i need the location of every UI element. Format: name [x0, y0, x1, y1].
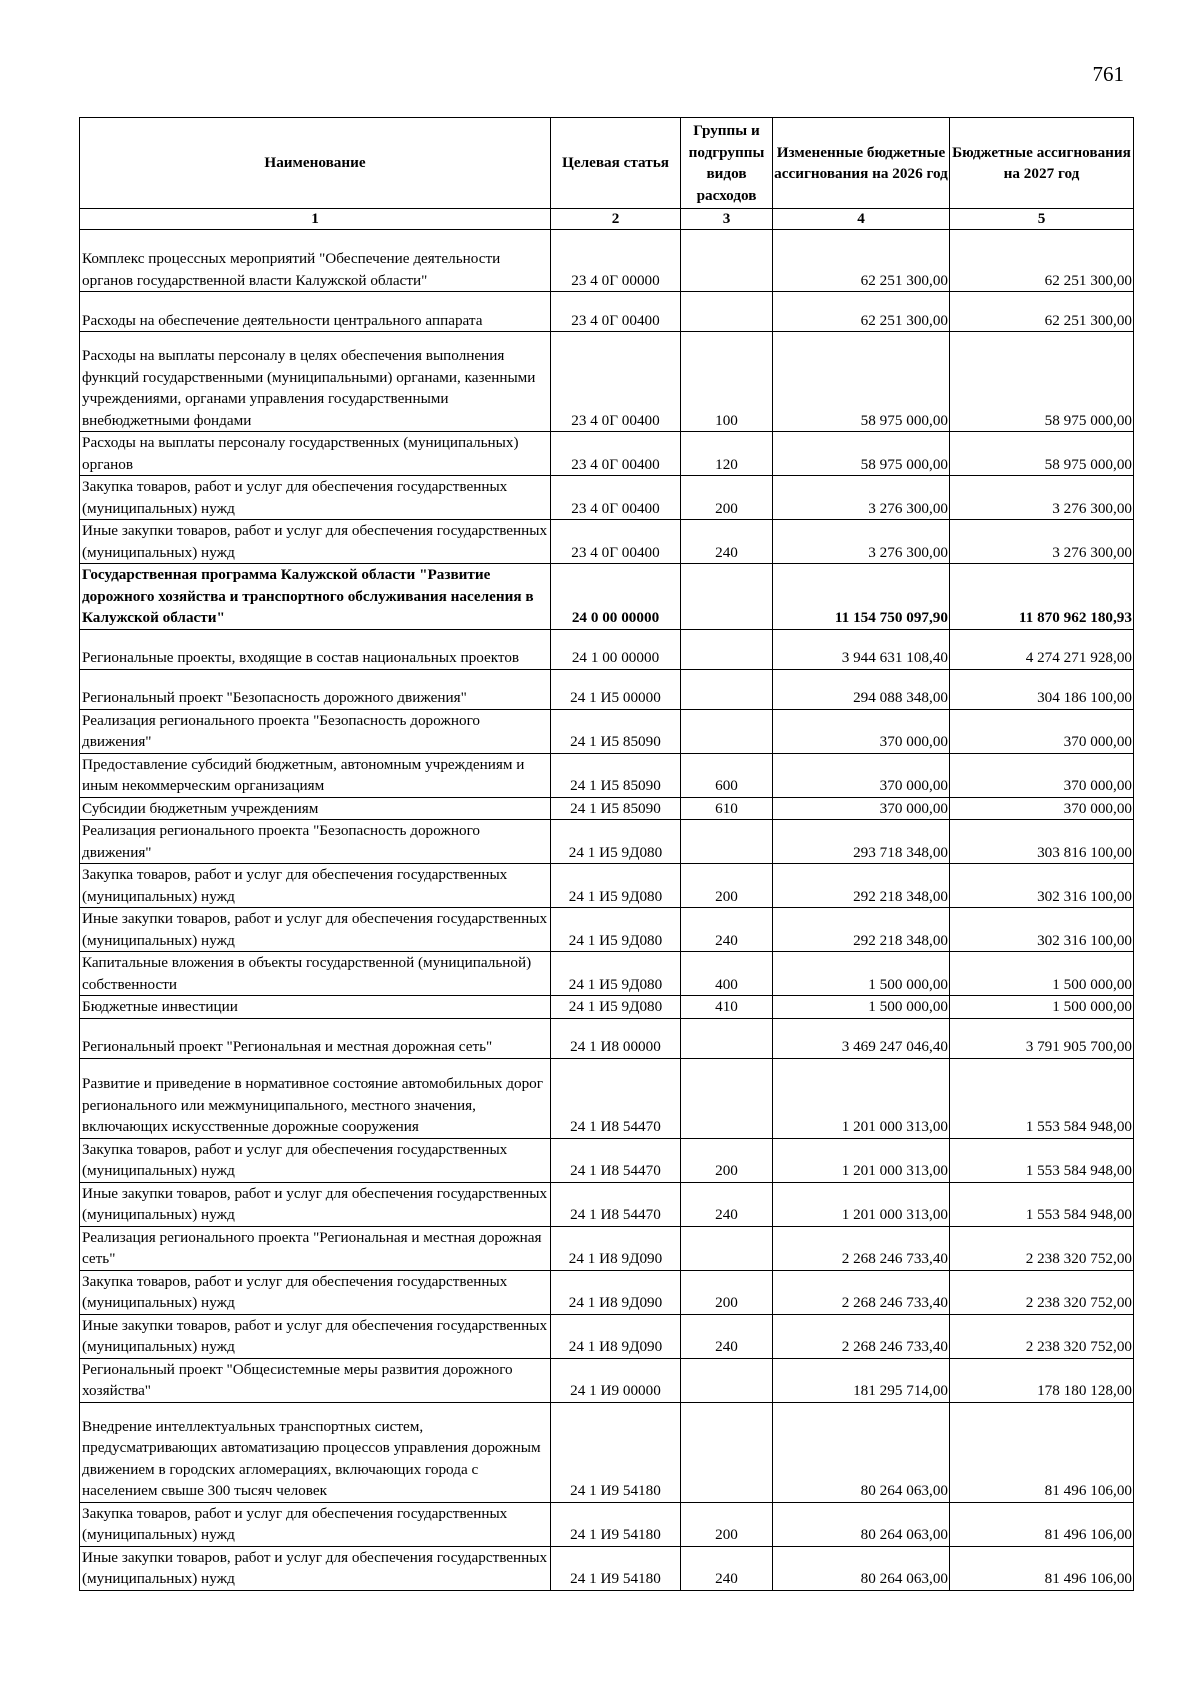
table-row	[80, 520, 1134, 564]
row-amount-2026: 3 276 300,00	[773, 520, 950, 564]
row-amount-2026: 62 251 300,00	[773, 292, 950, 332]
row-amount-2027: 81 496 106,00	[950, 1402, 1134, 1502]
table-row	[80, 1358, 1134, 1402]
table-row	[80, 564, 1134, 630]
row-amount-2027: 1 500 000,00	[950, 996, 1134, 1019]
table-row	[80, 1182, 1134, 1226]
table-row	[80, 669, 1134, 709]
row-name: Региональный проект "Общесистемные меры развития дорожного хозяйства"	[80, 1358, 551, 1402]
row-name: Бюджетные инвестиции	[80, 996, 551, 1019]
column-number: 1	[80, 209, 551, 230]
row-name: Развитие и приведение в нормативное состояние автомобильных дорог регионального или межмуниципального, местного значения, включающих искусственные дорожные сооружения	[80, 1058, 551, 1138]
row-expense-group: 200	[681, 1502, 773, 1546]
row-amount-2026: 2 268 246 733,40	[773, 1270, 950, 1314]
row-expense-group	[681, 1226, 773, 1270]
header-target-article: Целевая статья	[551, 118, 681, 209]
row-target-article: 24 1 И8 54470	[551, 1182, 681, 1226]
row-amount-2026: 181 295 714,00	[773, 1358, 950, 1402]
row-amount-2027: 2 238 320 752,00	[950, 1314, 1134, 1358]
row-amount-2027: 11 870 962 180,93	[950, 564, 1134, 630]
row-target-article: 23 4 0Г 00400	[551, 476, 681, 520]
row-target-article: 24 1 И5 85090	[551, 753, 681, 797]
table-row	[80, 1402, 1134, 1502]
column-numbers-row	[80, 209, 1134, 230]
row-target-article: 24 1 И8 9Д090	[551, 1270, 681, 1314]
row-name: Региональные проекты, входящие в состав национальных проектов	[80, 629, 551, 669]
row-target-article: 23 4 0Г 00400	[551, 432, 681, 476]
row-expense-group	[681, 709, 773, 753]
row-name: Реализация регионального проекта "Безопасность дорожного движения"	[80, 820, 551, 864]
row-amount-2026: 370 000,00	[773, 797, 950, 820]
table-row	[80, 1314, 1134, 1358]
row-name: Региональный проект "Безопасность дорожного движения"	[80, 669, 551, 709]
row-amount-2027: 1 500 000,00	[950, 952, 1134, 996]
row-amount-2026: 3 944 631 108,40	[773, 629, 950, 669]
row-amount-2026: 2 268 246 733,40	[773, 1226, 950, 1270]
row-target-article: 24 1 И8 9Д090	[551, 1314, 681, 1358]
row-name: Капитальные вложения в объекты государственной (муниципальной) собственности	[80, 952, 551, 996]
row-target-article: 23 4 0Г 00000	[551, 230, 681, 292]
row-amount-2026: 3 276 300,00	[773, 476, 950, 520]
table-header-row	[80, 118, 1134, 209]
row-expense-group: 600	[681, 753, 773, 797]
row-amount-2027: 1 553 584 948,00	[950, 1182, 1134, 1226]
row-name: Расходы на выплаты персоналу в целях обеспечения выполнения функций государственными (муниципальными) органами, казенными учреждениями, органами управления государственными внебюджетными фондами	[80, 332, 551, 432]
row-target-article: 24 1 И8 9Д090	[551, 1226, 681, 1270]
row-target-article: 24 1 00 00000	[551, 629, 681, 669]
row-name: Иные закупки товаров, работ и услуг для обеспечения государственных (муниципальных) нужд	[80, 1314, 551, 1358]
row-amount-2027: 58 975 000,00	[950, 332, 1134, 432]
row-amount-2027: 1 553 584 948,00	[950, 1058, 1134, 1138]
row-amount-2026: 2 268 246 733,40	[773, 1314, 950, 1358]
row-name: Внедрение интеллектуальных транспортных систем, предусматривающих автоматизацию процессов управления дорожным движением в городских агломерациях, включающих города с населением свыше 300 тысяч человек	[80, 1402, 551, 1502]
table-row	[80, 1138, 1134, 1182]
row-amount-2027: 370 000,00	[950, 709, 1134, 753]
row-expense-group: 200	[681, 1270, 773, 1314]
column-number: 5	[950, 209, 1134, 230]
row-expense-group: 240	[681, 1314, 773, 1358]
row-amount-2027: 370 000,00	[950, 753, 1134, 797]
row-amount-2027: 81 496 106,00	[950, 1502, 1134, 1546]
row-expense-group	[681, 820, 773, 864]
table-row	[80, 230, 1134, 292]
row-expense-group: 240	[681, 908, 773, 952]
table-row	[80, 1270, 1134, 1314]
row-amount-2027: 302 316 100,00	[950, 864, 1134, 908]
row-target-article: 24 1 И5 9Д080	[551, 864, 681, 908]
row-amount-2027: 62 251 300,00	[950, 292, 1134, 332]
table-row	[80, 996, 1134, 1019]
page-number: 761	[1092, 62, 1124, 86]
row-name: Комплекс процессных мероприятий "Обеспечение деятельности органов государственной власти Калужской области"	[80, 230, 551, 292]
table-row	[80, 1226, 1134, 1270]
row-amount-2026: 370 000,00	[773, 709, 950, 753]
row-target-article: 24 1 И5 9Д080	[551, 996, 681, 1019]
row-expense-group: 240	[681, 520, 773, 564]
row-name: Реализация регионального проекта "Региональная и местная дорожная сеть"	[80, 1226, 551, 1270]
row-amount-2027: 178 180 128,00	[950, 1358, 1134, 1402]
row-amount-2027: 81 496 106,00	[950, 1546, 1134, 1590]
row-amount-2026: 1 500 000,00	[773, 996, 950, 1019]
table-body	[80, 230, 1134, 1591]
row-amount-2026: 11 154 750 097,90	[773, 564, 950, 630]
row-name: Закупка товаров, работ и услуг для обеспечения государственных (муниципальных) нужд	[80, 476, 551, 520]
row-target-article: 24 1 И8 00000	[551, 1018, 681, 1058]
header-changed-2026: Измененные бюджетные ассигнования на 2026 год	[773, 118, 950, 209]
row-target-article: 24 1 И5 9Д080	[551, 952, 681, 996]
row-name: Предоставление субсидий бюджетным, автономным учреждениям и иным некоммерческим организациям	[80, 753, 551, 797]
row-amount-2026: 292 218 348,00	[773, 864, 950, 908]
row-expense-group: 610	[681, 797, 773, 820]
row-target-article: 23 4 0Г 00400	[551, 332, 681, 432]
row-expense-group	[681, 1058, 773, 1138]
table-row	[80, 1546, 1134, 1590]
row-amount-2026: 80 264 063,00	[773, 1402, 950, 1502]
row-name: Государственная программа Калужской области "Развитие дорожного хозяйства и транспортного обслуживания населения в Калужской области"	[80, 564, 551, 630]
table-row	[80, 952, 1134, 996]
table-row	[80, 432, 1134, 476]
row-expense-group	[681, 1402, 773, 1502]
row-target-article: 24 1 И8 54470	[551, 1058, 681, 1138]
row-expense-group	[681, 292, 773, 332]
row-expense-group: 240	[681, 1546, 773, 1590]
header-alloc-2027: Бюджетные ассигнования на 2027 год	[950, 118, 1134, 209]
row-amount-2026: 1 500 000,00	[773, 952, 950, 996]
row-target-article: 24 0 00 00000	[551, 564, 681, 630]
row-name: Региональный проект "Региональная и местная дорожная сеть"	[80, 1018, 551, 1058]
row-name: Расходы на обеспечение деятельности центрального аппарата	[80, 292, 551, 332]
row-name: Субсидии бюджетным учреждениям	[80, 797, 551, 820]
row-amount-2026: 58 975 000,00	[773, 432, 950, 476]
row-amount-2027: 302 316 100,00	[950, 908, 1134, 952]
row-name: Закупка товаров, работ и услуг для обеспечения государственных (муниципальных) нужд	[80, 1270, 551, 1314]
budget-table	[79, 117, 1134, 1591]
row-expense-group: 400	[681, 952, 773, 996]
row-expense-group	[681, 669, 773, 709]
row-amount-2027: 2 238 320 752,00	[950, 1226, 1134, 1270]
row-expense-group	[681, 629, 773, 669]
table-row	[80, 332, 1134, 432]
table-row	[80, 797, 1134, 820]
row-amount-2027: 4 274 271 928,00	[950, 629, 1134, 669]
row-expense-group	[681, 564, 773, 630]
row-target-article: 24 1 И5 9Д080	[551, 820, 681, 864]
column-number: 3	[681, 209, 773, 230]
row-amount-2026: 1 201 000 313,00	[773, 1058, 950, 1138]
row-amount-2026: 294 088 348,00	[773, 669, 950, 709]
table-row	[80, 709, 1134, 753]
table-row	[80, 753, 1134, 797]
row-amount-2026: 58 975 000,00	[773, 332, 950, 432]
row-expense-group: 200	[681, 476, 773, 520]
row-amount-2026: 1 201 000 313,00	[773, 1138, 950, 1182]
row-amount-2026: 293 718 348,00	[773, 820, 950, 864]
row-name: Иные закупки товаров, работ и услуг для обеспечения государственных (муниципальных) нужд	[80, 1182, 551, 1226]
header-expense-groups: Группы и подгруппы видов расходов	[681, 118, 773, 209]
row-amount-2027: 3 791 905 700,00	[950, 1018, 1134, 1058]
table-row	[80, 820, 1134, 864]
row-target-article: 24 1 И9 54180	[551, 1402, 681, 1502]
table-row	[80, 476, 1134, 520]
row-amount-2026: 62 251 300,00	[773, 230, 950, 292]
row-amount-2027: 1 553 584 948,00	[950, 1138, 1134, 1182]
column-number: 2	[551, 209, 681, 230]
row-name: Закупка товаров, работ и услуг для обеспечения государственных (муниципальных) нужд	[80, 1138, 551, 1182]
row-target-article: 24 1 И5 85090	[551, 797, 681, 820]
row-amount-2027: 3 276 300,00	[950, 476, 1134, 520]
row-expense-group	[681, 230, 773, 292]
row-amount-2027: 304 186 100,00	[950, 669, 1134, 709]
row-name: Закупка товаров, работ и услуг для обеспечения государственных (муниципальных) нужд	[80, 864, 551, 908]
row-amount-2027: 370 000,00	[950, 797, 1134, 820]
table-row	[80, 1502, 1134, 1546]
row-target-article: 24 1 И8 54470	[551, 1138, 681, 1182]
row-target-article: 24 1 И5 85090	[551, 709, 681, 753]
row-amount-2027: 58 975 000,00	[950, 432, 1134, 476]
row-expense-group: 410	[681, 996, 773, 1019]
row-expense-group	[681, 1358, 773, 1402]
table-row	[80, 1058, 1134, 1138]
row-amount-2026: 370 000,00	[773, 753, 950, 797]
row-target-article: 24 1 И9 00000	[551, 1358, 681, 1402]
header-name: Наименование	[80, 118, 551, 209]
row-expense-group: 120	[681, 432, 773, 476]
row-name: Иные закупки товаров, работ и услуг для обеспечения государственных (муниципальных) нужд	[80, 520, 551, 564]
table-row	[80, 629, 1134, 669]
row-amount-2026: 3 469 247 046,40	[773, 1018, 950, 1058]
row-name: Реализация регионального проекта "Безопасность дорожного движения"	[80, 709, 551, 753]
row-target-article: 23 4 0Г 00400	[551, 520, 681, 564]
row-amount-2026: 292 218 348,00	[773, 908, 950, 952]
row-amount-2027: 2 238 320 752,00	[950, 1270, 1134, 1314]
column-number: 4	[773, 209, 950, 230]
row-expense-group: 100	[681, 332, 773, 432]
row-target-article: 24 1 И9 54180	[551, 1502, 681, 1546]
table-row	[80, 908, 1134, 952]
row-target-article: 23 4 0Г 00400	[551, 292, 681, 332]
row-expense-group: 200	[681, 1138, 773, 1182]
row-amount-2027: 303 816 100,00	[950, 820, 1134, 864]
row-target-article: 24 1 И5 9Д080	[551, 908, 681, 952]
row-name: Иные закупки товаров, работ и услуг для обеспечения государственных (муниципальных) нужд	[80, 1546, 551, 1590]
row-amount-2027: 62 251 300,00	[950, 230, 1134, 292]
row-amount-2027: 3 276 300,00	[950, 520, 1134, 564]
table-row	[80, 1018, 1134, 1058]
row-target-article: 24 1 И9 54180	[551, 1546, 681, 1590]
table-row	[80, 864, 1134, 908]
row-name: Закупка товаров, работ и услуг для обеспечения государственных (муниципальных) нужд	[80, 1502, 551, 1546]
row-expense-group: 240	[681, 1182, 773, 1226]
row-amount-2026: 80 264 063,00	[773, 1546, 950, 1590]
table-row	[80, 292, 1134, 332]
row-expense-group	[681, 1018, 773, 1058]
row-expense-group: 200	[681, 864, 773, 908]
row-amount-2026: 80 264 063,00	[773, 1502, 950, 1546]
row-name: Иные закупки товаров, работ и услуг для обеспечения государственных (муниципальных) нужд	[80, 908, 551, 952]
row-amount-2026: 1 201 000 313,00	[773, 1182, 950, 1226]
row-name: Расходы на выплаты персоналу государственных (муниципальных) органов	[80, 432, 551, 476]
row-target-article: 24 1 И5 00000	[551, 669, 681, 709]
